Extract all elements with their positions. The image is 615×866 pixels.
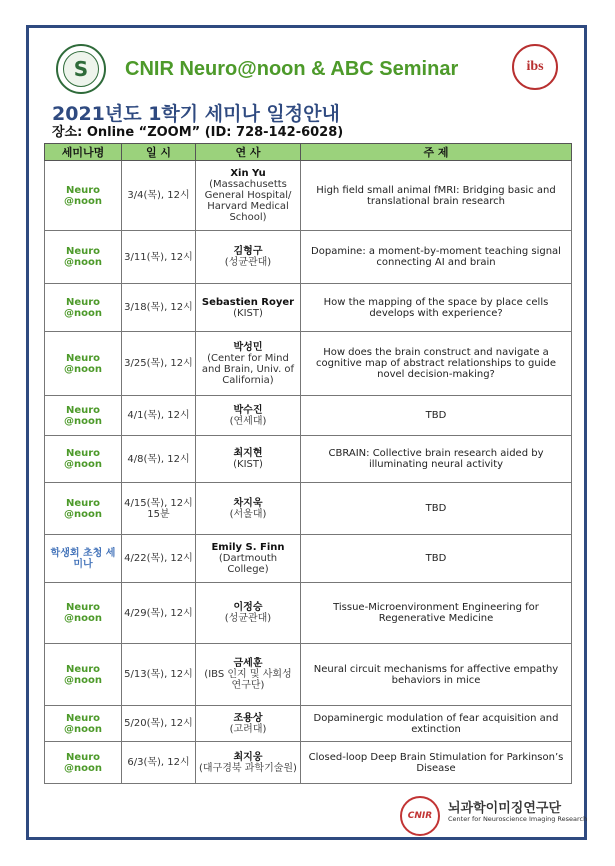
speaker-cell <box>196 483 301 535</box>
speaker-cell <box>196 396 301 436</box>
speaker-name: 금세훈 <box>233 658 263 669</box>
seminar-topic: How does the brain construct and navigate a cognitive map of abstract relationships to guide novel decision-making? <box>301 332 572 396</box>
speaker-name: Sebastien Royer <box>201 296 295 308</box>
seminar-type: 학생회 초청 세미나 <box>45 535 122 583</box>
seminar-type: Neuro @noon <box>45 483 122 535</box>
seminar-topic: CBRAIN: Collective brain research aided by illuminating neural activity <box>301 436 572 483</box>
university-seal-logo <box>56 44 106 94</box>
seal-s-icon: S <box>63 51 99 87</box>
speaker-cell <box>196 284 301 332</box>
speaker-affiliation: (서울대) <box>229 508 267 520</box>
page-title: 2021년도 1학기 세미나 일정안내 <box>52 103 340 125</box>
speaker-cell <box>196 332 301 396</box>
seminar-topic: How the mapping of the space by place cells develops with experience? <box>301 284 572 332</box>
speaker-affiliation: (Center for Mind and Brain, Univ. of California) <box>201 352 295 386</box>
table-row <box>45 332 572 396</box>
seminar-date: 3/11(목), 12시 <box>122 231 196 284</box>
seminar-date: 3/4(목), 12시 <box>122 161 196 231</box>
seminar-type: Neuro @noon <box>45 332 122 396</box>
speaker-name: Xin Yu <box>230 168 266 179</box>
column-header-speaker: 연 사 <box>196 144 301 161</box>
speaker-name: 최지웅 <box>233 751 263 763</box>
table-row <box>45 483 572 535</box>
column-header-topic: 주 제 <box>301 144 572 161</box>
ibs-logo: ibs <box>512 44 558 90</box>
speaker-cell <box>196 436 301 483</box>
seminar-topic: TBD <box>301 396 572 436</box>
column-header-datetime: 일 시 <box>122 144 196 161</box>
seminar-topic: Dopaminergic modulation of fear acquisition and extinction <box>301 706 572 742</box>
seminar-topic: Dopamine: a moment-by-moment teaching signal connecting AI and brain <box>301 231 572 284</box>
seminar-type: Neuro @noon <box>45 742 122 784</box>
speaker-affiliation: (IBS 인지 및 사회성 연구단) <box>204 669 292 691</box>
seminar-type: Neuro @noon <box>45 231 122 284</box>
table-row <box>45 742 572 784</box>
speaker-name: 박수진 <box>233 404 263 416</box>
seminar-date: 6/3(목), 12시 <box>122 742 196 784</box>
speaker-cell <box>196 742 301 784</box>
seminar-date: 5/13(목), 12시 <box>122 644 196 706</box>
table-row <box>45 644 572 706</box>
seminar-date: 3/25(목), 12시 <box>122 332 196 396</box>
seminar-topic: TBD <box>301 535 572 583</box>
center-name-korean: 뇌과학이미징연구단 <box>448 801 562 816</box>
seminar-date: 4/8(목), 12시 <box>122 436 196 483</box>
column-header-seminar: 세미나명 <box>45 144 122 161</box>
table-row <box>45 161 572 231</box>
table-row <box>45 284 572 332</box>
seminar-topic: Closed-loop Deep Brain Stimulation for Parkinson’s Disease <box>301 742 572 784</box>
speaker-cell <box>196 706 301 742</box>
cnir-logo <box>400 796 440 836</box>
speaker-affiliation: (대구경북 과학기술원) <box>199 762 297 774</box>
seminar-date: 5/20(목), 12시 <box>122 706 196 742</box>
table-header-row <box>45 144 572 161</box>
seminar-type: Neuro @noon <box>45 436 122 483</box>
speaker-affiliation: (KIST) <box>233 459 263 470</box>
speaker-cell <box>196 231 301 284</box>
speaker-affiliation: (성균관대) <box>224 257 272 268</box>
speaker-affiliation: (연세대) <box>229 415 267 427</box>
seminar-type: Neuro @noon <box>45 284 122 332</box>
speaker-affiliation: (고려대) <box>229 723 267 735</box>
seminar-title: CNIR Neuro@noon & ABC Seminar <box>125 58 459 80</box>
seminar-date: 4/29(목), 12시 <box>122 583 196 644</box>
table-row <box>45 535 572 583</box>
seminar-type: Neuro @noon <box>45 161 122 231</box>
seminar-type: Neuro @noon <box>45 396 122 436</box>
table-row <box>45 436 572 483</box>
seminar-date: 3/18(목), 12시 <box>122 284 196 332</box>
seminar-topic: TBD <box>301 483 572 535</box>
speaker-cell <box>196 535 301 583</box>
speaker-name: 김형구 <box>233 246 263 257</box>
speaker-name: 조용상 <box>233 712 263 724</box>
speaker-name: Emily S. Finn <box>211 542 285 553</box>
table-row <box>45 231 572 284</box>
seminar-date: 4/15(목), 12시 15분 <box>122 483 196 535</box>
schedule-table <box>44 143 572 784</box>
speaker-name: 최지현 <box>233 448 263 459</box>
speaker-cell <box>196 583 301 644</box>
seminar-date: 4/22(목), 12시 <box>122 535 196 583</box>
speaker-affiliation: (Dartmouth College) <box>218 553 278 575</box>
table-row <box>45 396 572 436</box>
table-row <box>45 706 572 742</box>
table-row <box>45 583 572 644</box>
seminar-date: 4/1(목), 12시 <box>122 396 196 436</box>
speaker-name: 박성민 <box>233 341 263 353</box>
seminar-topic: High field small animal fMRI: Bridging basic and translational brain research <box>301 161 572 231</box>
venue-line: 장소: Online “ZOOM” (ID: 728-142-6028) <box>52 125 344 140</box>
speaker-cell <box>196 644 301 706</box>
speaker-affiliation: (KIST) <box>233 307 263 319</box>
seminar-type: Neuro @noon <box>45 583 122 644</box>
speaker-name: 이정승 <box>233 602 263 613</box>
speaker-cell <box>196 161 301 231</box>
cnir-logo-text: CNIR <box>407 811 433 821</box>
seminar-type: Neuro @noon <box>45 706 122 742</box>
center-name-english: Center for Neuroscience Imaging Research <box>448 815 588 823</box>
speaker-name: 차지욱 <box>233 497 263 509</box>
speaker-affiliation: (성균관대) <box>224 613 272 624</box>
seminar-topic: Neural circuit mechanisms for affective empathy behaviors in mice <box>301 644 572 706</box>
seminar-topic: Tissue-Microenvironment Engineering for Regenerative Medicine <box>301 583 572 644</box>
speaker-affiliation: (Massachusetts General Hospital/ Harvard Medical School) <box>204 179 292 223</box>
seminar-type: Neuro @noon <box>45 644 122 706</box>
